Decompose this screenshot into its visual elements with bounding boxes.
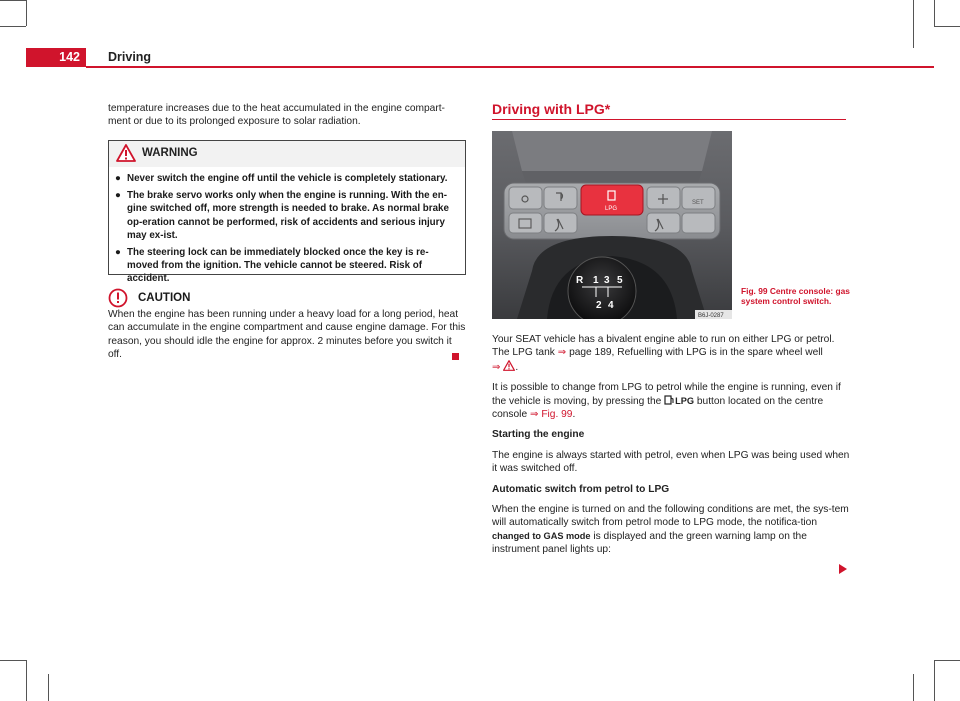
gear-label: 5 xyxy=(617,275,623,286)
page-number: 142 xyxy=(59,50,80,64)
crop-mark xyxy=(0,660,26,661)
lpg-button-text: LPG xyxy=(675,395,695,406)
centre-console-figure xyxy=(492,131,732,319)
ref-arrow: ⇒ xyxy=(557,347,567,359)
centre-console-illustration xyxy=(492,131,732,319)
gear-label: 1 xyxy=(593,275,599,286)
left-column xyxy=(108,102,464,129)
figure-caption: Fig. 99 Centre console: gas system control switch. xyxy=(741,286,850,307)
bullet: ● xyxy=(115,190,121,202)
warning-item xyxy=(115,172,459,185)
caution-text: When the engine has been running under a heavy load for a long period, heat can accumulate in the engine compartment and cause engine damage. For this reason, you should idle the engine for approx. 2 minutes before you switch it off. xyxy=(108,309,466,361)
warning-item xyxy=(115,189,459,242)
crop-mark xyxy=(913,674,914,701)
lpg-intro-paragraph xyxy=(492,333,852,374)
warning-title: WARNING xyxy=(142,147,198,159)
page-number-badge xyxy=(26,48,86,67)
warning-item xyxy=(115,246,459,286)
chapter-title: Driving xyxy=(108,50,152,64)
warning-header xyxy=(109,141,465,167)
section-rule xyxy=(492,119,846,120)
lpg-button-icon xyxy=(664,396,675,407)
crop-mark xyxy=(934,0,935,26)
gear-label: R xyxy=(576,275,584,286)
warning-ref-icon[interactable] xyxy=(503,362,515,373)
intro-paragraph: temperature increases due to the heat accumulated in the engine compart-ment or due to its prolonged exposure to solar radiation. xyxy=(108,103,445,128)
gear-label: 3 xyxy=(604,275,610,286)
starting-heading: Starting the engine xyxy=(492,429,585,441)
crop-mark xyxy=(913,0,914,48)
crop-mark xyxy=(934,660,935,701)
starting-text: The engine is always started with petrol, even when LPG was being used when it was switched off. xyxy=(492,449,850,475)
ref-arrow: ⇒ xyxy=(492,361,501,373)
text: is displayed and the green warning lamp on the instrument panel lights up: xyxy=(492,530,807,556)
figure-code: B6J-0287 xyxy=(698,313,724,319)
continue-arrow-icon xyxy=(839,561,847,579)
lpg-button-label: LPG xyxy=(605,206,618,212)
text: button located on the centre console xyxy=(492,395,824,421)
text: . xyxy=(515,361,519,373)
section-end-marker xyxy=(452,353,459,360)
crop-mark xyxy=(26,0,27,26)
caution-title: CAUTION xyxy=(138,292,191,304)
crop-mark xyxy=(26,660,27,701)
text: . xyxy=(572,409,576,421)
set-button-label: SET xyxy=(692,200,704,206)
text: When the engine is turned on and the following conditions are met, the sys-tem will automatically switch from petrol mode to LPG mode, the notifica-tion xyxy=(492,504,849,529)
crop-mark xyxy=(934,660,960,661)
text: Your SEAT vehicle has a bivalent engine able to run on either LPG or petrol. The LPG tank xyxy=(492,334,835,359)
gear-label: 2 xyxy=(596,300,602,311)
warning-item-text: The brake servo works only when the engine is running. With the en-gine switched off, more strength is needed to brake. As normal brake op-eration cannot be performed, risk of accidents and serious injury may ex-ist. xyxy=(127,190,449,241)
gas-mode-notification: changed to GAS mode xyxy=(492,530,591,541)
page-ref-link[interactable]: page 189, Refuelling with LPG is in the spare wheel well xyxy=(566,347,823,359)
figure-link[interactable]: ⇒ Fig. 99 xyxy=(529,409,573,421)
header-rule xyxy=(86,66,934,68)
auto-switch-text xyxy=(492,503,852,557)
right-column xyxy=(492,333,852,564)
lpg-switch-paragraph xyxy=(492,381,852,421)
bullet: ● xyxy=(115,247,121,259)
crop-mark xyxy=(48,674,49,701)
warning-triangle-icon xyxy=(116,144,136,167)
bullet: ● xyxy=(115,173,121,184)
warning-box xyxy=(108,140,466,285)
section-title: Driving with LPG* xyxy=(492,101,611,117)
crop-mark xyxy=(0,0,26,1)
warning-item-text: Never switch the engine off until the vehicle is completely stationary. xyxy=(127,173,448,184)
crop-mark xyxy=(934,26,960,27)
warning-item-text: The steering lock can be immediately blocked once the key is re-moved from the ignition. The vehicle cannot be steered. Risk of accident. xyxy=(127,247,429,285)
text: It is possible to change from LPG to petrol while the engine is running, even if the vehicle is moving, by pressing the xyxy=(492,382,841,407)
warning-list xyxy=(109,167,465,286)
auto-switch-heading: Automatic switch from petrol to LPG xyxy=(492,483,670,495)
crop-mark xyxy=(0,26,26,27)
gear-label: 4 xyxy=(608,300,614,311)
